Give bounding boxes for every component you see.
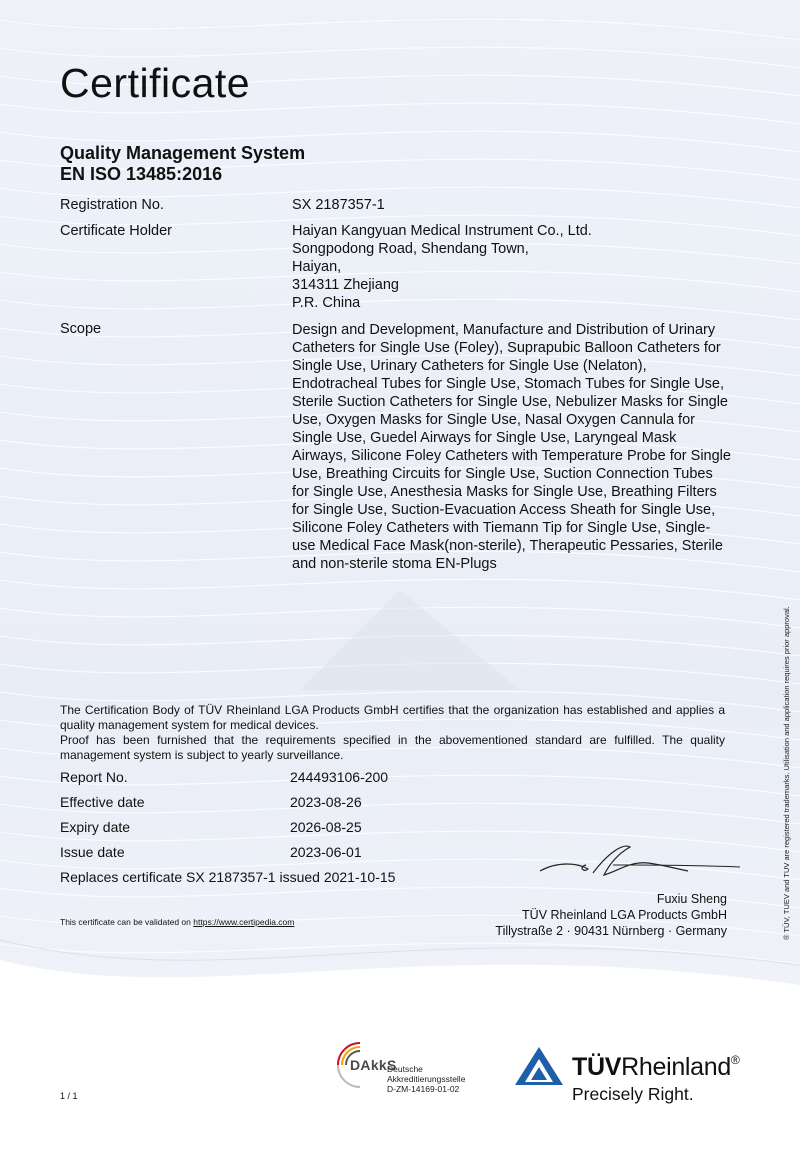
registration-value: SX 2187357-1 (292, 197, 385, 213)
scope-text: Design and Development, Manufacture and Distribution of Urinary Catheters for Single Use (Foley), Suprapubic Balloon Catheters for Single Use, Urinary Catheters for Single Use (Nelaton), Endotracheal Tubes for Single Use, Stomach Tubes for Single Use, Sterile Suction Catheters for Single Use, Nebulizer Masks for Single Use, Oxygen Masks for Single Use, Nasal Oxygen Cannula for Single Use, Guedel Airways for Single Use, Laryngeal Mask Airways, Silicone Foley Catheters with Temperature Probe for Single Use, Breathing Circuits for Single Use, Suction Connection Tubes for Single Use, Anesthesia Masks for Single Use, Breathing Filters for Single Use, Suction-Evacuation Access Sheath for Single Use, Silicone Foley Catheters with Tiemann Tip for Single Use, Single-use Medical Face Mask(non-sterile), Therapeutic Pessaries, Sterile and non-sterile stoma EN-Plugs (292, 322, 731, 572)
dakks-line: Akkreditierungsstelle (387, 1074, 466, 1084)
tuv-brand-rest: Rheinland (621, 1053, 731, 1081)
signer-company: TÜV Rheinland LGA Products GmbH (522, 908, 727, 922)
holder-label: Certificate Holder (60, 223, 173, 239)
validation-note (60, 917, 294, 927)
trademark-note: ® TÜV, TUEV and TUV are registered trademarks. Utilisation and application requires prior approval. (782, 606, 791, 940)
signature (538, 843, 748, 883)
dakks-info (387, 1064, 465, 1094)
holder-line: Haiyan Kangyuan Medical Instrument Co., Ltd. (292, 223, 592, 239)
holder-line: P.R. China (292, 295, 361, 311)
signer-name: Fuxiu Sheng (656, 892, 727, 906)
signer-address: Tillystraße 2 · 90431 Nürnberg · Germany (495, 924, 727, 938)
certification-statement (60, 703, 725, 763)
registered-mark: ® (731, 1053, 740, 1067)
tuv-brand (572, 1053, 740, 1082)
watermark-triangle (300, 590, 520, 690)
report-no-value: 244493106-200 (290, 769, 389, 785)
certipedia-link[interactable]: https://www.certipedia.com (193, 917, 295, 927)
effective-date-value: 2023-08-26 (290, 794, 362, 810)
issue-date-label: Issue date (60, 844, 125, 860)
certification-paragraph: Proof has been furnished that the requirements specified in the abovementioned standard are fulfilled. The quality management system is subject to yearly surveillance. (60, 733, 725, 762)
replaces-note: Replaces certificate SX 2187357-1 issued 2021-10-15 (60, 869, 396, 885)
issue-date-value: 2023-06-01 (290, 844, 362, 860)
signer-block (495, 891, 727, 939)
dakks-line: D-ZM-14169-01-02 (387, 1084, 460, 1094)
expiry-date-label: Expiry date (60, 819, 131, 835)
effective-date-label: Effective date (60, 794, 145, 810)
dakks-line: Deutsche (387, 1064, 423, 1074)
validation-text: This certificate can be validated on (60, 917, 191, 927)
tuv-brand-bold: TÜV (572, 1053, 622, 1081)
scope-label: Scope (60, 321, 102, 337)
holder-line: Songpodong Road, Shendang Town, (292, 241, 529, 257)
certification-paragraph: The Certification Body of TÜV Rheinland LGA Products GmbH certifies that the organization has established and applies a quality management system for medical devices. (60, 703, 725, 732)
registration-label: Registration No. (60, 197, 164, 213)
certificate-title: Certificate (60, 60, 251, 106)
tuv-triangle-icon (513, 1045, 565, 1087)
page-number: 1 / 1 (60, 1091, 78, 1101)
wave-line (0, 19, 800, 40)
holder-line: 314311 Zhejiang (292, 277, 399, 293)
standard-code: EN ISO 13485:2016 (60, 164, 223, 184)
wave-line (0, 943, 800, 964)
holder-line: Haiyan, (292, 259, 342, 275)
dakks-title: DAkkS (350, 1057, 397, 1073)
standard-heading (60, 143, 305, 185)
holder-address (292, 222, 592, 312)
report-no-label: Report No. (60, 769, 128, 785)
tuv-slogan: Precisely Right. (572, 1084, 694, 1104)
expiry-date-value: 2026-08-25 (290, 819, 362, 835)
system-name: Quality Management System (60, 143, 306, 163)
